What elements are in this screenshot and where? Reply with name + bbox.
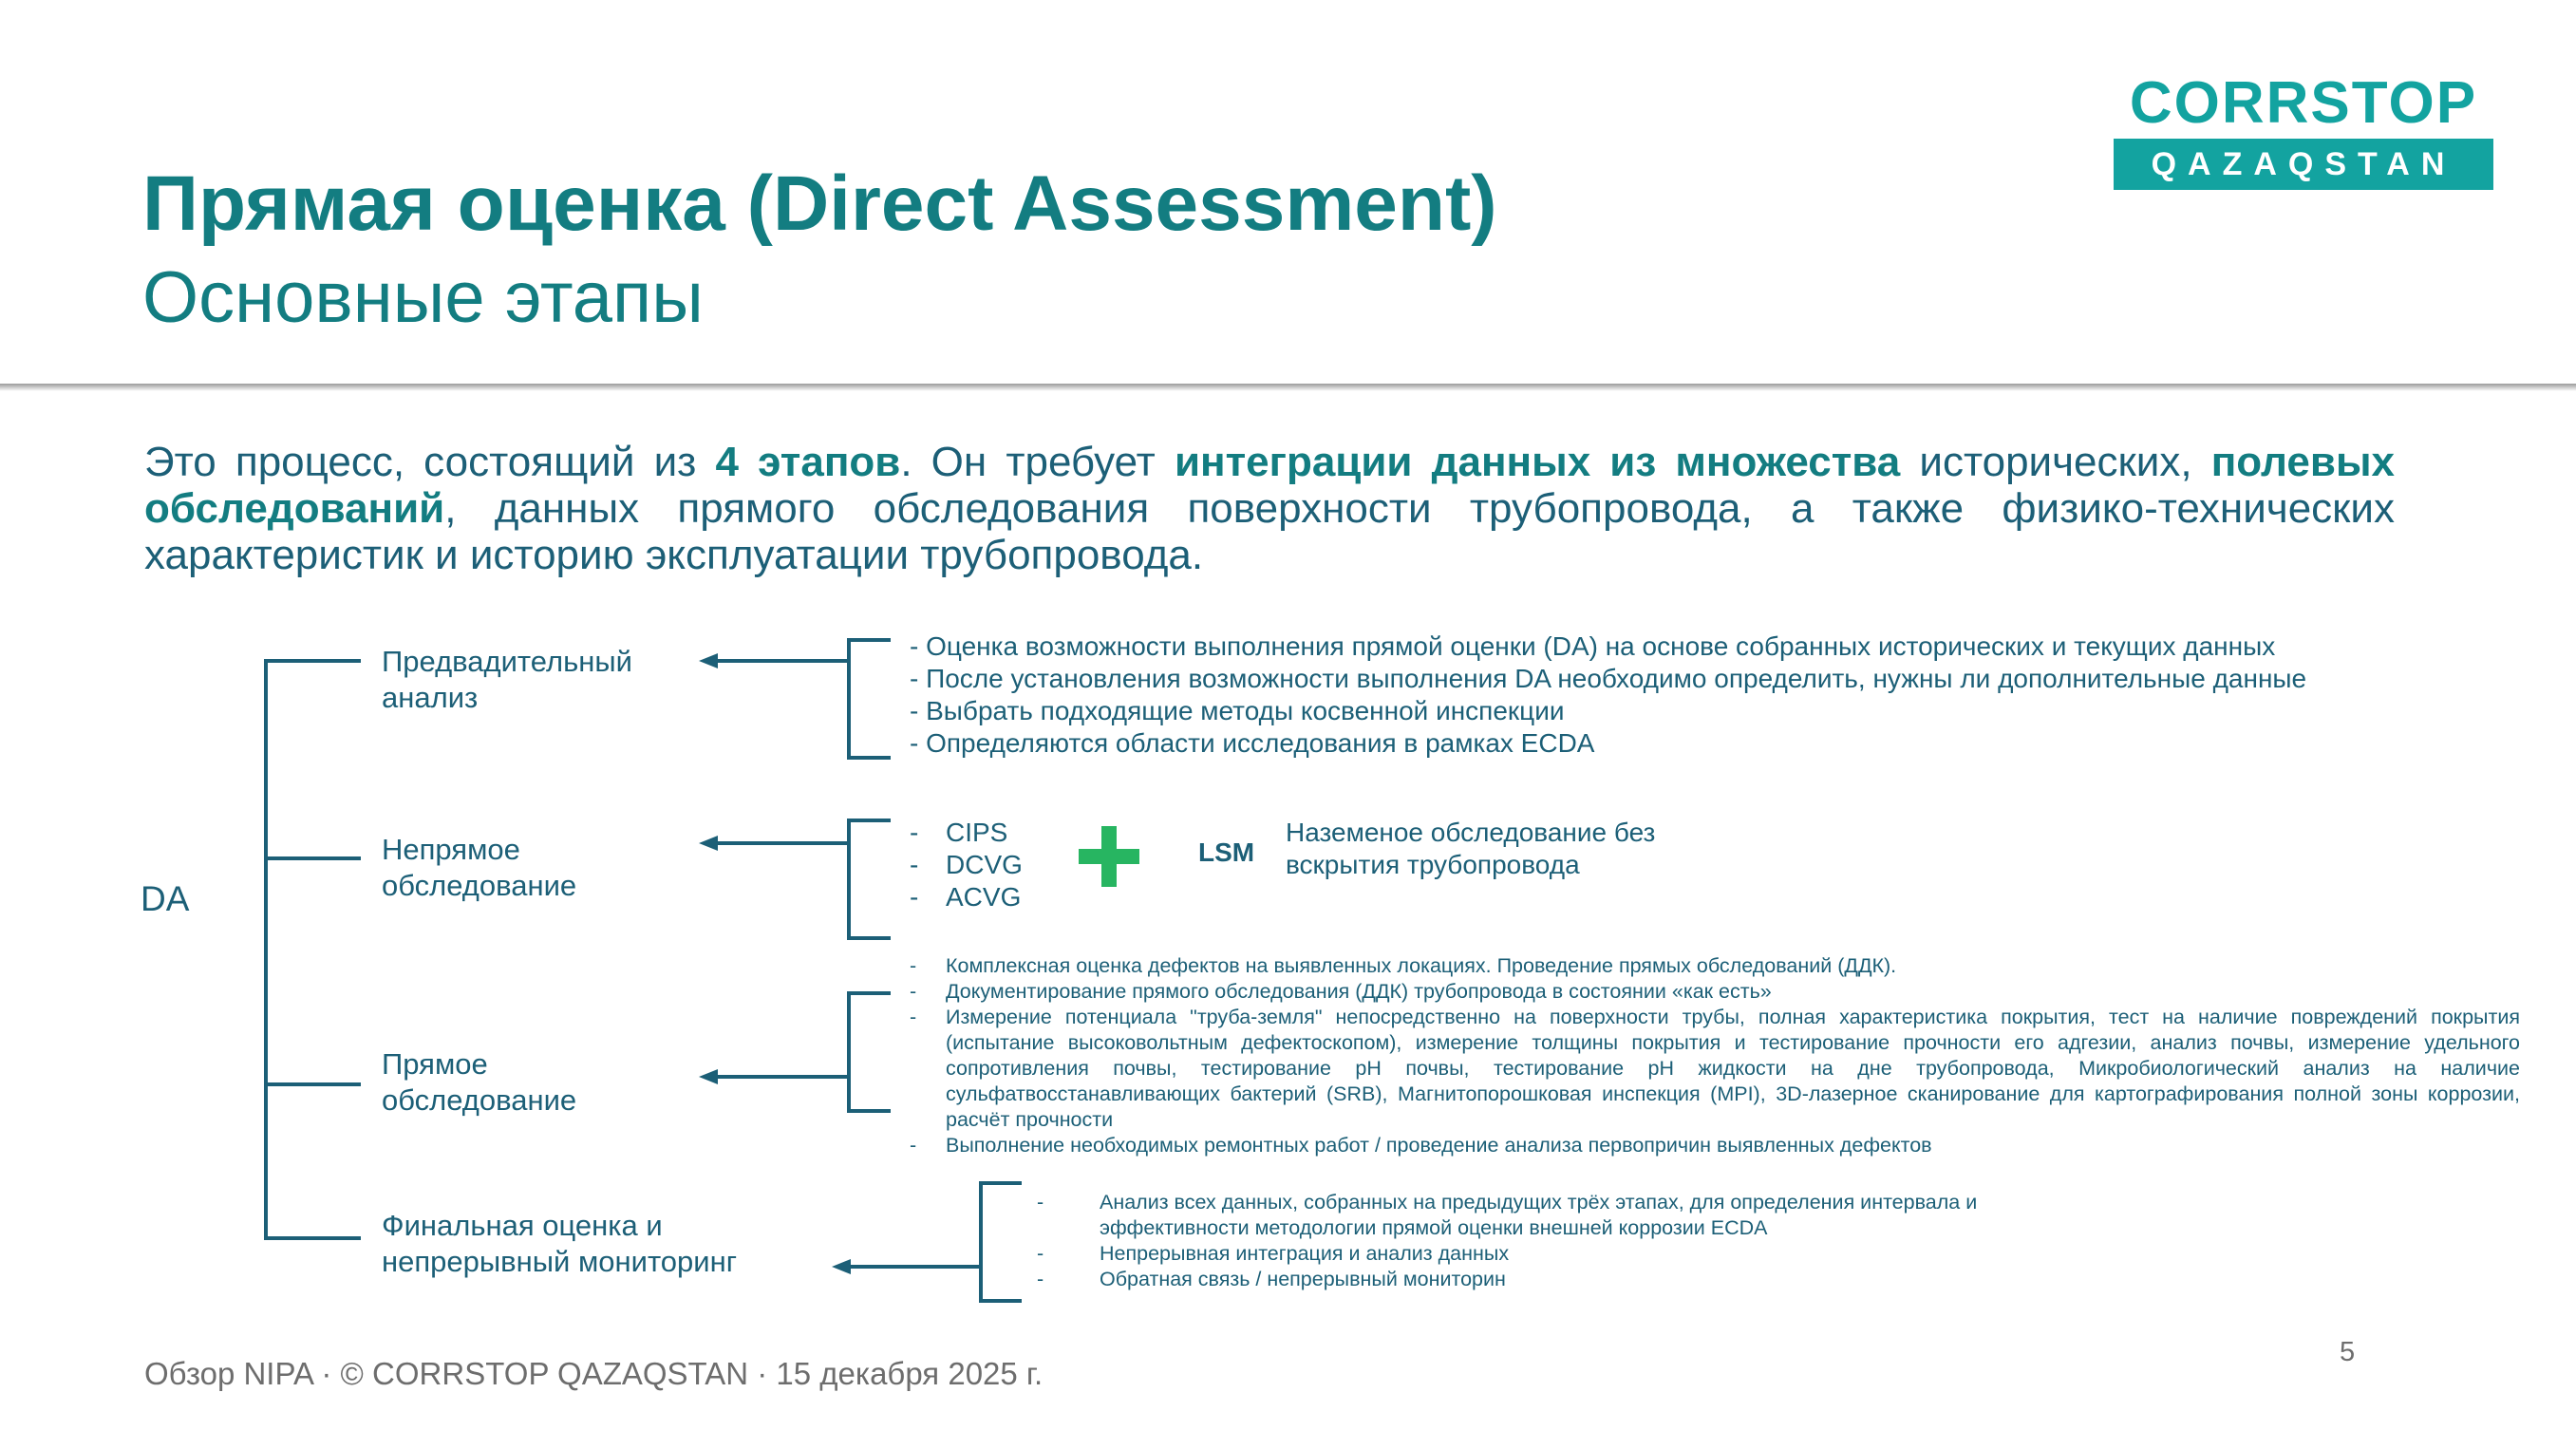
stage4-list: [1037, 1190, 2129, 1292]
list-item: - Измерение потенциала "труба-земля" непосредственно на поверхности трубы, полная характеристика покрытия, тест на наличие повреждений покрытия (испытание высоковольтным дефектоскопом), измерение толщины покрытия и тестирование прочности его адгезии, анализ почвы, измерение удельного сопротивления почвы, тестирование pH почвы, тестирование pH жидкости на дне трубопровода, Микробиологический анализ на наличие сульфатвосстанавливающих бактерий (SRB), Магнитопорошковая инспекция (MPI), 3D-лазерное сканирование для картографирования полной зоны коррозии, расчёт прочности: [910, 1006, 2520, 1131]
stage1-list: [910, 630, 2306, 760]
list-item: - CIPS: [910, 818, 1008, 847]
stage-final-assessment: Финальная оценка и непрерывный мониторинг: [382, 1209, 738, 1278]
list-item: - DCVG: [910, 850, 1023, 879]
list-item: - ACVG: [910, 882, 1022, 912]
stage-preliminary-analysis: Предвадительный анализ: [382, 645, 632, 714]
list-item: - Документирование прямого обследования (ДДК) трубопровода в состоянии «как есть»: [910, 980, 1772, 1003]
footer-text: Обзор NIPA · © CORRSTOP QAZAQSTAN · 15 декабря 2025 г.: [144, 1356, 1044, 1391]
logo-wordmark: CORRSTOP: [2129, 70, 2478, 136]
page-number: 5: [2340, 1337, 2356, 1367]
plus-icon: [1079, 826, 1139, 887]
arrowhead-stage4: [832, 1259, 851, 1274]
stage2-methods-list: [910, 817, 1023, 913]
lsm-label: LSM: [1198, 837, 1255, 867]
list-item: - Обратная связь / непрерывный мониторин: [1037, 1268, 1506, 1290]
list-item: - Комплексная оценка дефектов на выявленных локациях. Проведение прямых обследований (ДДК).: [910, 954, 1897, 977]
bracket-stage1: [849, 640, 891, 758]
page-title: Прямая оценка (Direct Assessment): [142, 160, 1497, 247]
stage-indirect-inspection: Непрямое обследование: [382, 833, 577, 902]
bracket-stage2: [849, 820, 891, 938]
diagram-root-label: DA: [141, 879, 190, 918]
intro-paragraph: Это процесс, состоящий из 4 этапов. Он требует интеграции данных из множества исторических, полевых обследований, данных прямого обследования поверхности трубопровода, а также физико-технических характеристик и историю эксплуатации трубопровода.: [144, 439, 2395, 578]
list-item: - Оценка возможности выполнения прямой оценки (DA) на основе собранных исторических и текущих данных: [910, 631, 2276, 661]
list-item: - Непрерывная интеграция и анализ данных: [1037, 1242, 1510, 1265]
lsm-description: Наземеное обследование без вскрытия трубопровода: [1286, 818, 1656, 879]
root-bracket: [266, 661, 361, 1238]
bracket-stage3: [849, 993, 891, 1111]
list-item: - После установления возможности выполнения DA необходимо определить, нужны ли дополнительные данные: [910, 664, 2307, 693]
list-item: - Определяются области исследования в рамках ECDA: [910, 728, 1595, 758]
list-item: - Анализ всех данных, собранных на предыдущих трёх этапах, для определения интервала и эффективности методологии прямой оценки внешней коррозии ECDA: [1037, 1191, 1978, 1239]
list-item: - Выбрать подходящие методы косвенной инспекции: [910, 696, 1565, 725]
stage3-list: [910, 953, 2520, 1158]
arrowhead-stage3: [699, 1069, 718, 1084]
list-item: - Выполнение необходимых ремонтных работ / проведение анализа первопричин выявленных дефектов: [910, 1134, 1932, 1157]
page-subtitle: Основные этапы: [142, 257, 704, 338]
bracket-stage4: [981, 1183, 1022, 1301]
stage-direct-examination: Прямое обследование: [382, 1047, 577, 1117]
logo-subbanner: QAZAQSTAN: [2114, 139, 2493, 190]
arrowhead-stage2: [699, 836, 718, 851]
